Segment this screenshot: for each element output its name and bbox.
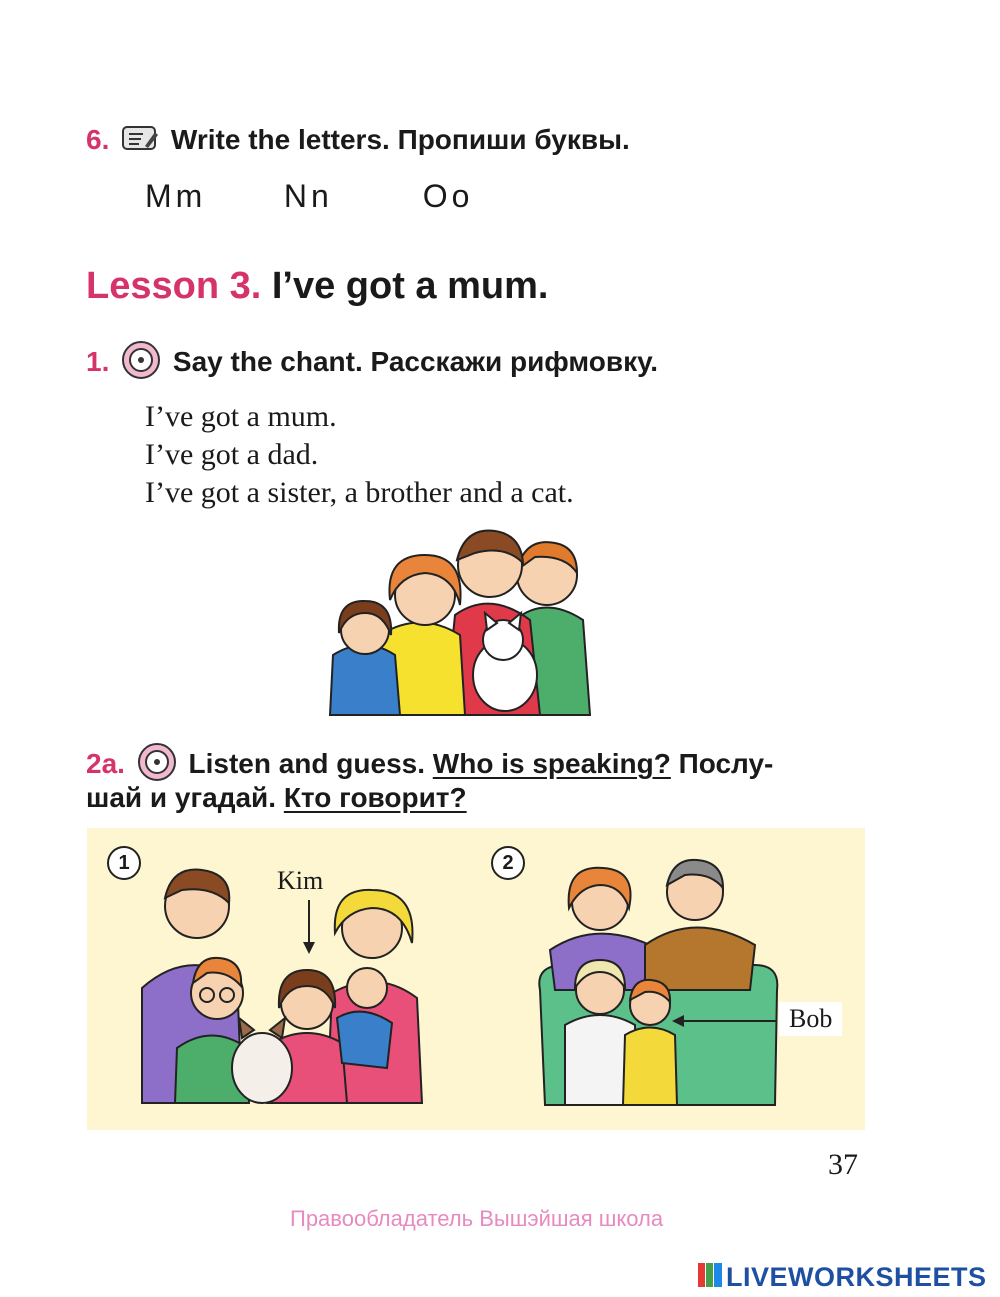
task2a-number: 2a. bbox=[86, 747, 125, 779]
liveworksheets-logo[interactable] bbox=[697, 1262, 987, 1293]
task1-text: Say the chant. Расскажи рифмовку. bbox=[172, 345, 658, 377]
chant-line: I’ve got a mum. bbox=[145, 400, 337, 433]
family-illustration bbox=[325, 525, 610, 720]
picture-1-badge: 1 bbox=[107, 846, 141, 880]
task2a-text-a: Listen and guess. bbox=[188, 747, 425, 779]
task2a-question-en: Who is speaking? bbox=[432, 747, 671, 779]
bob-arrow bbox=[672, 1014, 776, 1032]
task1-heading bbox=[86, 340, 658, 387]
picture-2-badge: 2 bbox=[491, 846, 525, 880]
lesson-name: I’ve got a mum. bbox=[271, 265, 549, 307]
chant-line: I’ve got a sister, a brother and a cat. bbox=[145, 476, 574, 509]
letter-pair: Nn bbox=[283, 178, 333, 214]
lesson-title bbox=[86, 265, 548, 308]
liveworksheets-brand: LIVEWORKSHEETS bbox=[726, 1262, 987, 1292]
write-icon bbox=[121, 124, 159, 159]
liveworksheets-icon bbox=[697, 1262, 723, 1293]
letters-row bbox=[145, 178, 473, 215]
kim-label: Kim bbox=[277, 866, 324, 895]
lesson-label: Lesson 3. bbox=[86, 265, 262, 307]
task2a-line2-a: шай и угадай. bbox=[86, 782, 277, 813]
letter-pair: Oo bbox=[422, 178, 474, 214]
chant-text bbox=[145, 398, 574, 512]
picture-1-family bbox=[137, 858, 437, 1108]
task1-number: 1. bbox=[86, 345, 110, 377]
letter-pair: Mm bbox=[145, 178, 207, 214]
copyright-text: Правообладатель Вышэйшая школа bbox=[290, 1206, 664, 1231]
bob-label: Bob bbox=[779, 1002, 842, 1036]
page-number: 37 bbox=[828, 1148, 858, 1181]
task6-number: 6. bbox=[86, 124, 110, 155]
task2a-heading-line2 bbox=[86, 782, 467, 814]
audio-disc-icon[interactable] bbox=[121, 340, 161, 387]
picture-panel bbox=[87, 828, 865, 1130]
chant-line: I’ve got a dad. bbox=[145, 438, 319, 471]
task2a-question-ru: Кто говорит? bbox=[283, 782, 467, 813]
task6-text: Write the letters. Пропиши буквы. bbox=[170, 124, 630, 155]
task2a-text-c: Послу- bbox=[678, 747, 774, 779]
task6-heading bbox=[86, 124, 630, 159]
picture-2-family bbox=[525, 850, 795, 1112]
